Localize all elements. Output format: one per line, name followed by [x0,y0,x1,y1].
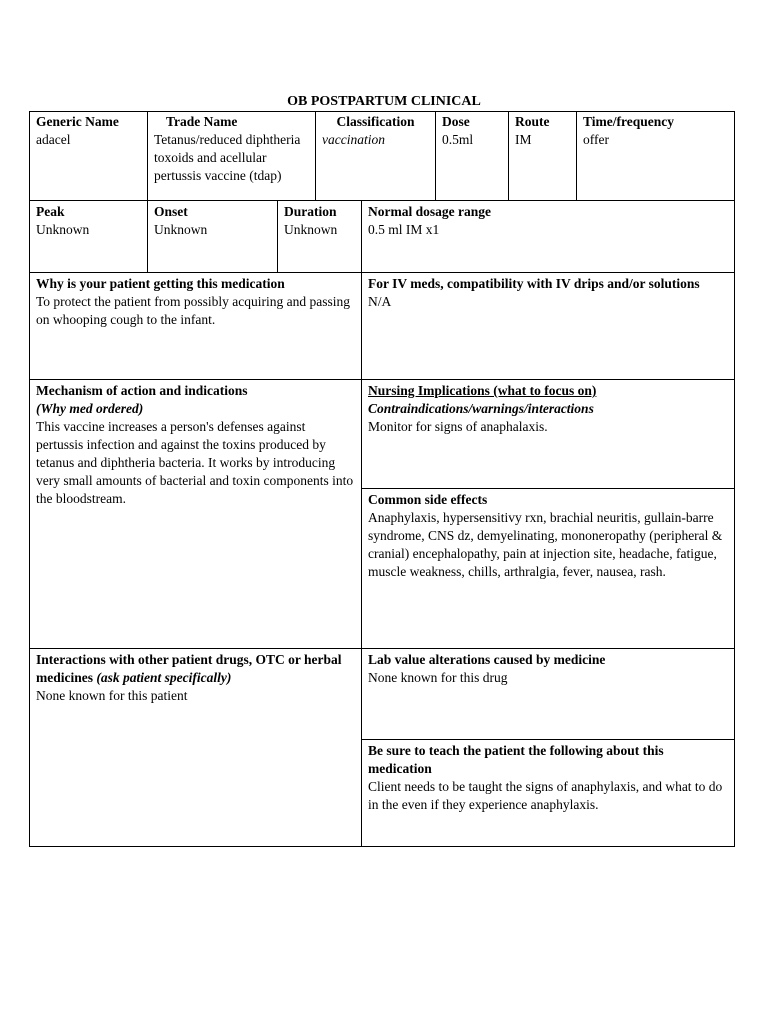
side-effects-value: Anaphylaxis, hypersensitivy rxn, brachial neuritis, gullain-barre syndrome, CNS dz, demyelinating, mononeropathy (peripheral & cranial) encephalopathy, pain at injection site, headache, fatigue, muscle weakness, chills, arthralgia, fever, nausea, rash. [368,510,723,579]
nursing-cell [362,380,734,488]
route-cell [509,111,576,200]
teach-cell [362,740,734,846]
generic-name-label: Generic Name [36,114,119,129]
mechanism-label: Mechanism of action and indications [36,383,248,398]
normal-dosage-range-value: 0.5 ml IM x1 [368,222,440,237]
time-frequency-cell [577,111,734,200]
table-border-bottom [29,846,735,847]
lab-values-cell [362,649,734,739]
nursing-label: Nursing Implications (what to focus on) [368,383,597,398]
side-effects-cell [362,489,734,648]
nursing-sublabel: Contraindications/warnings/interactions [368,401,594,416]
peak-label: Peak [36,204,65,219]
mechanism-cell [30,380,361,648]
why-getting-cell [30,273,361,379]
side-effects-label: Common side effects [368,492,488,507]
iv-compat-label: For IV meds, compatibility with IV drips and/or solutions [368,276,700,291]
interactions-label: Interactions with other patient drugs, OTC or herbal medicines [36,652,342,685]
iv-compat-cell [362,273,734,379]
teach-label: Be sure to teach the patient the following about this medication [368,743,664,776]
duration-label: Duration [284,204,337,219]
duration-value: Unknown [284,222,338,237]
generic-name-value: adacel [36,132,71,147]
mechanism-value: This vaccine increases a person's defenses against pertussis infection and against the toxins produced by tetanus and diphtheria bacteria. It works by introducing very small amounts of bacterial and toxin components into the bloodstream. [36,419,354,506]
interactions-cell [30,649,361,846]
dose-value: 0.5ml [442,132,474,147]
teach-value: Client needs to be taught the signs of anaphylaxis, and what to do in the even if they experience anaphylaxis. [368,779,723,812]
onset-value: Unknown [154,222,208,237]
classification-label: Classification [336,114,415,129]
normal-dosage-range-cell [362,201,734,272]
dose-label: Dose [442,114,470,129]
classification-value: vaccination [322,132,385,147]
page-title: OB POSTPARTUM CLINICAL [287,94,481,109]
time-frequency-label: Time/frequency [583,114,674,129]
mechanism-sublabel: (Why med ordered) [36,401,144,416]
dose-cell [436,111,508,200]
onset-cell [148,201,277,272]
trade-name-cell [148,111,315,200]
normal-dosage-range-label: Normal dosage range [368,204,491,219]
peak-value: Unknown [36,222,90,237]
time-frequency-value: offer [583,132,609,147]
lab-values-label: Lab value alterations caused by medicine [368,652,606,667]
generic-name-cell [30,111,147,200]
trade-name-label: Trade Name [166,114,238,129]
route-label: Route [515,114,550,129]
nursing-value: Monitor for signs of anaphalaxis. [368,419,548,434]
lab-values-value: None known for this drug [368,670,508,685]
why-getting-label: Why is your patient getting this medication [36,276,285,291]
classification-cell [316,111,435,200]
route-value: IM [515,132,532,147]
table-border-right [734,111,735,847]
why-getting-value: To protect the patient from possibly acquiring and passing on whooping cough to the infant. [36,294,350,327]
duration-cell [278,201,361,272]
peak-cell [30,201,147,272]
interactions-value: None known for this patient [36,688,188,703]
onset-label: Onset [154,204,188,219]
iv-compat-value: N/A [368,294,392,309]
interactions-label-italic: (ask patient specifically) [96,670,232,685]
trade-name-value: Tetanus/reduced diphtheria toxoids and acellular pertussis vaccine (tdap) [154,132,301,183]
